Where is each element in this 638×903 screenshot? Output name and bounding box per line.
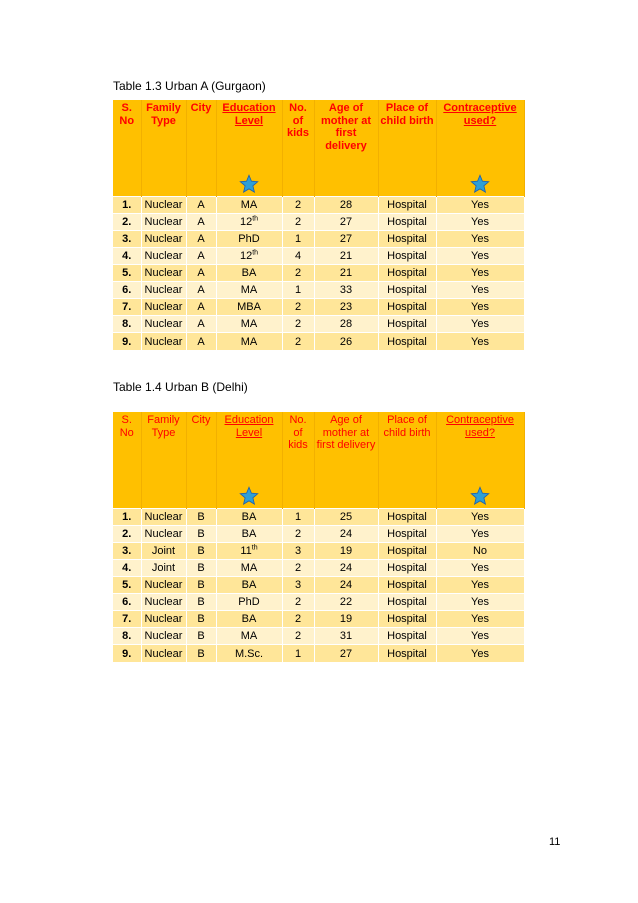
cell-education-level: MA bbox=[216, 628, 282, 645]
cell-s-no: 1. bbox=[113, 196, 141, 213]
blue-star-icon bbox=[470, 486, 490, 506]
cell-age-of-mother: 27 bbox=[314, 213, 378, 230]
cell-place-of-birth: Hospital bbox=[378, 264, 436, 281]
cell-city: B bbox=[186, 508, 216, 525]
blue-star-icon bbox=[470, 174, 490, 194]
cell-contraceptive-used: Yes bbox=[436, 559, 524, 576]
cell-s-no: 2. bbox=[113, 525, 141, 542]
cell-s-no: 5. bbox=[113, 576, 141, 593]
header-city: City bbox=[186, 100, 216, 196]
cell-contraceptive-used: Yes bbox=[436, 525, 524, 542]
cell-education-level: PhD bbox=[216, 593, 282, 610]
cell-no-of-kids: 2 bbox=[282, 213, 314, 230]
cell-education-level: BA bbox=[216, 611, 282, 628]
cell-s-no: 4. bbox=[113, 559, 141, 576]
table-row bbox=[113, 230, 524, 247]
cell-education-level: BA bbox=[216, 525, 282, 542]
cell-education-level: BA bbox=[216, 264, 282, 281]
cell-education-level: BA bbox=[216, 508, 282, 525]
header-education-level: Education Level bbox=[216, 412, 282, 508]
cell-no-of-kids: 3 bbox=[282, 576, 314, 593]
cell-family-type: Nuclear bbox=[141, 213, 186, 230]
header-family-type: Family Type bbox=[141, 412, 186, 508]
table-2-caption: Table 1.4 Urban B (Delhi) bbox=[113, 380, 248, 394]
cell-age-of-mother: 27 bbox=[314, 645, 378, 662]
cell-family-type: Nuclear bbox=[141, 230, 186, 247]
cell-education-level: MA bbox=[216, 316, 282, 333]
cell-s-no: 8. bbox=[113, 628, 141, 645]
cell-place-of-birth: Hospital bbox=[378, 316, 436, 333]
cell-contraceptive-used: Yes bbox=[436, 316, 524, 333]
cell-age-of-mother: 25 bbox=[314, 508, 378, 525]
header-age-of-mother: Age of mother at first delivery bbox=[314, 412, 378, 508]
cell-family-type: Nuclear bbox=[141, 281, 186, 298]
blue-star-icon bbox=[239, 486, 259, 506]
cell-family-type: Nuclear bbox=[141, 316, 186, 333]
cell-age-of-mother: 24 bbox=[314, 525, 378, 542]
cell-no-of-kids: 2 bbox=[282, 593, 314, 610]
cell-no-of-kids: 2 bbox=[282, 525, 314, 542]
cell-contraceptive-used: Yes bbox=[436, 645, 524, 662]
cell-place-of-birth: Hospital bbox=[378, 593, 436, 610]
cell-family-type: Nuclear bbox=[141, 576, 186, 593]
cell-age-of-mother: 27 bbox=[314, 230, 378, 247]
cell-no-of-kids: 1 bbox=[282, 508, 314, 525]
cell-family-type: Nuclear bbox=[141, 593, 186, 610]
cell-family-type: Nuclear bbox=[141, 333, 186, 350]
page-number: 11 bbox=[549, 836, 561, 848]
cell-family-type: Nuclear bbox=[141, 247, 186, 264]
header-no-of-kids: No. of kids bbox=[282, 412, 314, 508]
cell-city: A bbox=[186, 281, 216, 298]
cell-s-no: 1. bbox=[113, 508, 141, 525]
table-row bbox=[113, 525, 524, 542]
cell-education-level: BA bbox=[216, 576, 282, 593]
cell-place-of-birth: Hospital bbox=[378, 299, 436, 316]
cell-contraceptive-used: Yes bbox=[436, 281, 524, 298]
cell-place-of-birth: Hospital bbox=[378, 230, 436, 247]
cell-contraceptive-used: Yes bbox=[436, 299, 524, 316]
cell-city: B bbox=[186, 559, 216, 576]
table-header-row bbox=[113, 412, 524, 508]
cell-contraceptive-used: Yes bbox=[436, 247, 524, 264]
cell-place-of-birth: Hospital bbox=[378, 508, 436, 525]
cell-no-of-kids: 1 bbox=[282, 645, 314, 662]
header-family-type: Family Type bbox=[141, 100, 186, 196]
cell-education-level: M.Sc. bbox=[216, 645, 282, 662]
header-s-no: S. No bbox=[113, 412, 141, 508]
cell-age-of-mother: 28 bbox=[314, 196, 378, 213]
table-row bbox=[113, 247, 524, 264]
header-no-of-kids: No. of kids bbox=[282, 100, 314, 196]
cell-place-of-birth: Hospital bbox=[378, 645, 436, 662]
cell-education-level: 12th bbox=[216, 213, 282, 230]
header-s-no: S. No bbox=[113, 100, 141, 196]
cell-s-no: 8. bbox=[113, 316, 141, 333]
cell-city: B bbox=[186, 611, 216, 628]
cell-family-type: Nuclear bbox=[141, 264, 186, 281]
table-row bbox=[113, 611, 524, 628]
cell-contraceptive-used: Yes bbox=[436, 628, 524, 645]
cell-family-type: Nuclear bbox=[141, 628, 186, 645]
cell-s-no: 7. bbox=[113, 611, 141, 628]
cell-family-type: Nuclear bbox=[141, 508, 186, 525]
cell-education-level: MA bbox=[216, 196, 282, 213]
header-place-of-birth: Place of child birth bbox=[378, 100, 436, 196]
table-row bbox=[113, 542, 524, 559]
table-urban-a bbox=[113, 100, 525, 350]
cell-contraceptive-used: No bbox=[436, 542, 524, 559]
cell-age-of-mother: 28 bbox=[314, 316, 378, 333]
cell-no-of-kids: 2 bbox=[282, 628, 314, 645]
cell-s-no: 7. bbox=[113, 299, 141, 316]
cell-no-of-kids: 2 bbox=[282, 333, 314, 350]
table-urban-b bbox=[113, 412, 525, 662]
cell-age-of-mother: 33 bbox=[314, 281, 378, 298]
cell-s-no: 3. bbox=[113, 542, 141, 559]
cell-city: B bbox=[186, 542, 216, 559]
cell-place-of-birth: Hospital bbox=[378, 281, 436, 298]
table-row bbox=[113, 333, 524, 350]
cell-age-of-mother: 19 bbox=[314, 611, 378, 628]
cell-age-of-mother: 26 bbox=[314, 333, 378, 350]
cell-city: B bbox=[186, 525, 216, 542]
cell-no-of-kids: 2 bbox=[282, 299, 314, 316]
cell-no-of-kids: 2 bbox=[282, 611, 314, 628]
cell-s-no: 6. bbox=[113, 281, 141, 298]
table-row bbox=[113, 628, 524, 645]
cell-family-type: Joint bbox=[141, 542, 186, 559]
cell-place-of-birth: Hospital bbox=[378, 576, 436, 593]
cell-age-of-mother: 19 bbox=[314, 542, 378, 559]
table-row bbox=[113, 299, 524, 316]
cell-education-level: 11th bbox=[216, 542, 282, 559]
table-row bbox=[113, 196, 524, 213]
cell-age-of-mother: 31 bbox=[314, 628, 378, 645]
table-row bbox=[113, 576, 524, 593]
cell-s-no: 3. bbox=[113, 230, 141, 247]
header-contraceptive-used: Contraceptive used? bbox=[436, 412, 524, 508]
cell-family-type: Nuclear bbox=[141, 299, 186, 316]
cell-education-level: MA bbox=[216, 333, 282, 350]
cell-city: A bbox=[186, 247, 216, 264]
cell-contraceptive-used: Yes bbox=[436, 196, 524, 213]
cell-s-no: 6. bbox=[113, 593, 141, 610]
table-row bbox=[113, 508, 524, 525]
cell-age-of-mother: 24 bbox=[314, 559, 378, 576]
cell-city: B bbox=[186, 628, 216, 645]
blue-star-icon bbox=[239, 174, 259, 194]
cell-place-of-birth: Hospital bbox=[378, 213, 436, 230]
cell-family-type: Nuclear bbox=[141, 645, 186, 662]
cell-place-of-birth: Hospital bbox=[378, 611, 436, 628]
cell-age-of-mother: 22 bbox=[314, 593, 378, 610]
cell-place-of-birth: Hospital bbox=[378, 525, 436, 542]
cell-city: A bbox=[186, 299, 216, 316]
table-1-caption: Table 1.3 Urban A (Gurgaon) bbox=[113, 79, 266, 93]
cell-family-type: Nuclear bbox=[141, 196, 186, 213]
cell-city: B bbox=[186, 576, 216, 593]
cell-no-of-kids: 1 bbox=[282, 281, 314, 298]
cell-no-of-kids: 4 bbox=[282, 247, 314, 264]
cell-place-of-birth: Hospital bbox=[378, 542, 436, 559]
cell-no-of-kids: 2 bbox=[282, 316, 314, 333]
cell-s-no: 9. bbox=[113, 333, 141, 350]
cell-place-of-birth: Hospital bbox=[378, 559, 436, 576]
cell-family-type: Nuclear bbox=[141, 525, 186, 542]
cell-contraceptive-used: Yes bbox=[436, 593, 524, 610]
cell-contraceptive-used: Yes bbox=[436, 576, 524, 593]
cell-age-of-mother: 23 bbox=[314, 299, 378, 316]
table-row bbox=[113, 264, 524, 281]
cell-family-type: Nuclear bbox=[141, 611, 186, 628]
table-header-row bbox=[113, 100, 524, 196]
header-age-of-mother: Age of mother at first delivery bbox=[314, 100, 378, 196]
cell-place-of-birth: Hospital bbox=[378, 333, 436, 350]
cell-s-no: 4. bbox=[113, 247, 141, 264]
header-contraceptive-used: Contraceptive used? bbox=[436, 100, 524, 196]
cell-place-of-birth: Hospital bbox=[378, 196, 436, 213]
table-row bbox=[113, 281, 524, 298]
cell-family-type: Joint bbox=[141, 559, 186, 576]
cell-no-of-kids: 2 bbox=[282, 196, 314, 213]
cell-education-level: PhD bbox=[216, 230, 282, 247]
cell-contraceptive-used: Yes bbox=[436, 333, 524, 350]
cell-contraceptive-used: Yes bbox=[436, 508, 524, 525]
cell-education-level: 12th bbox=[216, 247, 282, 264]
cell-city: A bbox=[186, 264, 216, 281]
header-place-of-birth: Place of child birth bbox=[378, 412, 436, 508]
cell-contraceptive-used: Yes bbox=[436, 264, 524, 281]
cell-no-of-kids: 1 bbox=[282, 230, 314, 247]
cell-city: A bbox=[186, 196, 216, 213]
table-row bbox=[113, 559, 524, 576]
cell-contraceptive-used: Yes bbox=[436, 230, 524, 247]
cell-age-of-mother: 21 bbox=[314, 264, 378, 281]
table-row bbox=[113, 316, 524, 333]
header-city: City bbox=[186, 412, 216, 508]
cell-city: A bbox=[186, 316, 216, 333]
table-row bbox=[113, 645, 524, 662]
cell-contraceptive-used: Yes bbox=[436, 611, 524, 628]
cell-s-no: 2. bbox=[113, 213, 141, 230]
cell-education-level: MBA bbox=[216, 299, 282, 316]
cell-age-of-mother: 21 bbox=[314, 247, 378, 264]
cell-no-of-kids: 2 bbox=[282, 559, 314, 576]
cell-city: B bbox=[186, 645, 216, 662]
cell-place-of-birth: Hospital bbox=[378, 628, 436, 645]
cell-city: B bbox=[186, 593, 216, 610]
table-row bbox=[113, 593, 524, 610]
cell-city: A bbox=[186, 230, 216, 247]
header-education-level: Education Level bbox=[216, 100, 282, 196]
cell-no-of-kids: 2 bbox=[282, 264, 314, 281]
cell-education-level: MA bbox=[216, 281, 282, 298]
cell-place-of-birth: Hospital bbox=[378, 247, 436, 264]
cell-s-no: 5. bbox=[113, 264, 141, 281]
cell-city: A bbox=[186, 213, 216, 230]
cell-contraceptive-used: Yes bbox=[436, 213, 524, 230]
table-row bbox=[113, 213, 524, 230]
cell-age-of-mother: 24 bbox=[314, 576, 378, 593]
cell-no-of-kids: 3 bbox=[282, 542, 314, 559]
cell-s-no: 9. bbox=[113, 645, 141, 662]
cell-city: A bbox=[186, 333, 216, 350]
cell-education-level: MA bbox=[216, 559, 282, 576]
